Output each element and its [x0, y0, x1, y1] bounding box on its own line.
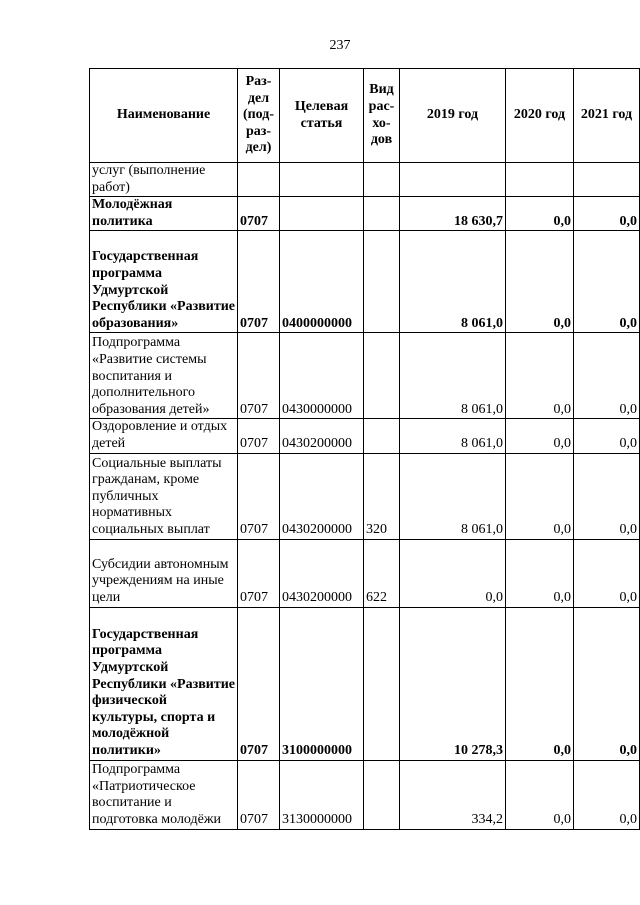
table-row	[90, 197, 640, 231]
header-expense-type: Вид рас-хо-дов	[364, 69, 400, 163]
header-2021: 2021 год	[574, 69, 640, 163]
cell-2019	[400, 163, 506, 197]
budget-table	[89, 68, 640, 830]
cell-2019: 334,2	[400, 760, 506, 829]
cell-section: 0707	[238, 607, 280, 760]
table-row	[90, 333, 640, 419]
cell-2021: 0,0	[574, 453, 640, 539]
cell-section: 0707	[238, 333, 280, 419]
cell-expense-type: 320	[364, 453, 400, 539]
cell-2020: 0,0	[506, 419, 574, 453]
cell-2020: 0,0	[506, 231, 574, 333]
cell-name: Субсидии автономным учреждениям на иные цели	[90, 539, 238, 607]
cell-section: 0707	[238, 760, 280, 829]
table-row	[90, 760, 640, 829]
cell-2019: 8 061,0	[400, 419, 506, 453]
header-2020: 2020 год	[506, 69, 574, 163]
cell-name: Оздоровление и отдых детей	[90, 419, 238, 453]
cell-2020: 0,0	[506, 607, 574, 760]
cell-expense-type	[364, 197, 400, 231]
cell-expense-type	[364, 760, 400, 829]
cell-expense-type	[364, 419, 400, 453]
cell-2019: 8 061,0	[400, 231, 506, 333]
cell-target: 0430200000	[280, 539, 364, 607]
cell-expense-type	[364, 607, 400, 760]
cell-section: 0707	[238, 453, 280, 539]
cell-2020	[506, 163, 574, 197]
cell-2019: 8 061,0	[400, 333, 506, 419]
cell-2020: 0,0	[506, 333, 574, 419]
cell-name: Молодёжная политика	[90, 197, 238, 231]
cell-2019: 0,0	[400, 539, 506, 607]
cell-expense-type	[364, 163, 400, 197]
cell-section: 0707	[238, 197, 280, 231]
cell-section: 0707	[238, 539, 280, 607]
cell-2021	[574, 163, 640, 197]
cell-name: Социальные выплаты гражданам, кроме публичных нормативных социальных выплат	[90, 453, 238, 539]
table-row	[90, 163, 640, 197]
cell-expense-type	[364, 333, 400, 419]
header-section: Раз-дел (под-раз-дел)	[238, 69, 280, 163]
cell-2020: 0,0	[506, 453, 574, 539]
cell-name: Подпрограмма «Развитие системы воспитания и дополнительного образования детей»	[90, 333, 238, 419]
cell-2020: 0,0	[506, 539, 574, 607]
cell-2021: 0,0	[574, 607, 640, 760]
table-row	[90, 607, 640, 760]
cell-target: 0400000000	[280, 231, 364, 333]
cell-2021: 0,0	[574, 197, 640, 231]
cell-expense-type: 622	[364, 539, 400, 607]
cell-2019: 18 630,7	[400, 197, 506, 231]
cell-target: 0430000000	[280, 333, 364, 419]
cell-name: Государственная программа Удмуртской Республики «Развитие образования»	[90, 231, 238, 333]
cell-target: 3100000000	[280, 607, 364, 760]
cell-2019: 10 278,3	[400, 607, 506, 760]
cell-target	[280, 163, 364, 197]
header-name: Наименование	[90, 69, 238, 163]
cell-expense-type	[364, 231, 400, 333]
cell-section: 0707	[238, 231, 280, 333]
table-row	[90, 419, 640, 453]
cell-2019: 8 061,0	[400, 453, 506, 539]
cell-2021: 0,0	[574, 231, 640, 333]
cell-section	[238, 163, 280, 197]
cell-section: 0707	[238, 419, 280, 453]
header-target: Целевая статья	[280, 69, 364, 163]
table-row	[90, 539, 640, 607]
table-row	[90, 453, 640, 539]
cell-2021: 0,0	[574, 333, 640, 419]
cell-target: 3130000000	[280, 760, 364, 829]
cell-target	[280, 197, 364, 231]
header-2019: 2019 год	[400, 69, 506, 163]
page-number: 237	[329, 38, 351, 53]
cell-2020: 0,0	[506, 197, 574, 231]
cell-name: Государственная программа Удмуртской Республики «Развитие физической культуры, спорта и молодёжной политики»	[90, 607, 238, 760]
cell-2021: 0,0	[574, 419, 640, 453]
cell-name: услуг (выполнение работ)	[90, 163, 238, 197]
cell-2021: 0,0	[574, 539, 640, 607]
cell-name: Подпрограмма «Патриотическое воспитание и подготовка молодёжи	[90, 760, 238, 829]
cell-2020: 0,0	[506, 760, 574, 829]
table-body	[90, 163, 640, 830]
header-row	[90, 69, 640, 163]
cell-2021: 0,0	[574, 760, 640, 829]
cell-target: 0430200000	[280, 419, 364, 453]
cell-target: 0430200000	[280, 453, 364, 539]
table-row	[90, 231, 640, 333]
